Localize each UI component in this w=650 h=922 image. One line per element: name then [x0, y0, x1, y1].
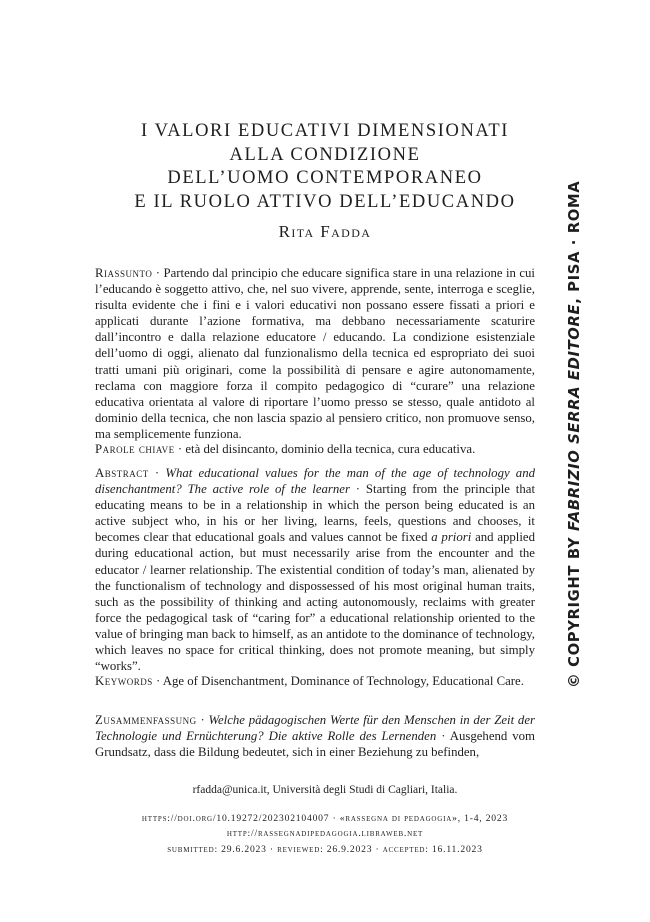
parole-chiave-separator: · [174, 442, 186, 456]
title-line-3: DELL’UOMO CONTEMPORANEO [167, 168, 483, 188]
parole-chiave-text: età del disincanto, dominio della tecnica, cura educativa. [185, 442, 476, 456]
journal-url: http://rassegnadipedagogia.libraweb.net [226, 828, 424, 839]
zusammenfassung-separator-2: · [436, 729, 450, 744]
abstract-text-italic: a priori [431, 530, 472, 545]
zusammenfassung-text: Ausgehend vom Grundsatz, dass die Bildung bedeutet, sich in einer Beziehung zu befinden, [95, 729, 535, 760]
keywords-separator: · [152, 674, 163, 688]
abstract-text-part-2: and applied during educational action, but must necessarily arise from the encounter and the educator / learner relationship. The existential condition of today’s man, alienated by the functionalism of technology and dispossessed of his most original human traits, such as the possibility of thinking and acting autonomously, reclaims with greater force the pedagogical task of “caring for” a educational relationship oriented to the value of bringing man back to himself, as an antidote to the dominance of technology, which leaves no space for critical thinking, does not promote meaning, but simply “works”. [95, 530, 535, 674]
abstract-separator: · [148, 466, 166, 480]
zusammenfassung-separator: · [196, 713, 209, 727]
title-line-2: ALLA CONDIZIONE [229, 144, 421, 165]
abstract-text-part-1: Starting from the principle that educating means to be in a relationship in which the person being educated is an active subject who, in his or her living, learns, feels, questions and chooses, it becomes clear that educational goals and values cannot be fixed [95, 482, 535, 545]
parole-chiave-label: Parole chiave [95, 442, 175, 456]
submission-dates: submitted: 29.6.2023 · reviewed: 26.9.2023 · accepted: 16.11.2023 [167, 844, 483, 855]
abstract-separator-2: · [349, 482, 366, 497]
riassunto-paragraph [95, 265, 535, 442]
author-name: Rita Fadda [278, 222, 372, 241]
abstract-label: Abstract [95, 466, 149, 480]
title-line-4: E IL RUOLO ATTIVO DELL’EDUCANDO [134, 191, 516, 212]
copyright-prefix: © COPYRIGHT BY [566, 531, 583, 688]
doi-line: https://doi.org/10.19272/202302104007 · «rassegna di pedagogia», 1-4, 2023 [141, 813, 509, 824]
copyright-notice [566, 180, 583, 688]
riassunto-text: Partendo dal principio che educare significa stare in una relazione in cui l’educando è soggetto attivo, che, nel suo vivere, apprende, sente, interroga e sceglie, risulta evidente che i fini e i valori educativi non possano essere fissati a priori e applicati durante l’azione formativa, ma debbano necessariamente scaturire dall’incontro e dalla relazione educatore / educando. La condizione esistenziale dell’uomo di oggi, alienato dal funzionalismo della tecnica ed espropriato dei suoi tratti umani più originari, come la possibilità di pensare e agire autonomamente, reclama con maggiore forza il compito pedagogico di “curare” una relazione educativa orientata al valore di riportare l’uomo presso se stesso, quale antidoto al dominio della tecnica, che non lascia spazio al pensiero critico, non promuove senso, ma semplicemente funziona. [95, 266, 535, 441]
abstract-paragraph [95, 465, 535, 674]
abstract-english-title: What educational values for the man of the age of technology and disenchantment? The active role of the learner [95, 466, 535, 497]
article-title [60, 120, 590, 214]
zusammenfassung-paragraph [95, 712, 535, 760]
riassunto-separator: · [152, 266, 164, 280]
keywords-text: Age of Disenchantment, Dominance of Technology, Educational Care. [162, 674, 524, 688]
author-affiliation: rfadda@unica.it, Università degli Studi di Cagliari, Italia. [192, 784, 458, 796]
zusammenfassung-german-title: Welche pädagogischen Werte für den Menschen in der Zeit der Technologie und Ernüchterung? Die aktive Rolle des Lernenden [95, 713, 535, 744]
riassunto-label: Riassunto [95, 266, 153, 280]
copyright-suffix: , PISA · ROMA [566, 180, 583, 304]
title-line-1: I VALORI EDUCATIVI DIMENSIONATI [140, 121, 510, 141]
parole-chiave-paragraph [95, 441, 535, 457]
keywords-paragraph [95, 673, 535, 689]
keywords-label: Keywords [95, 674, 153, 688]
zusammenfassung-label: Zusammenfassung [95, 713, 197, 727]
copyright-publisher: FABRIZIO SERRA EDITORE [566, 303, 583, 532]
